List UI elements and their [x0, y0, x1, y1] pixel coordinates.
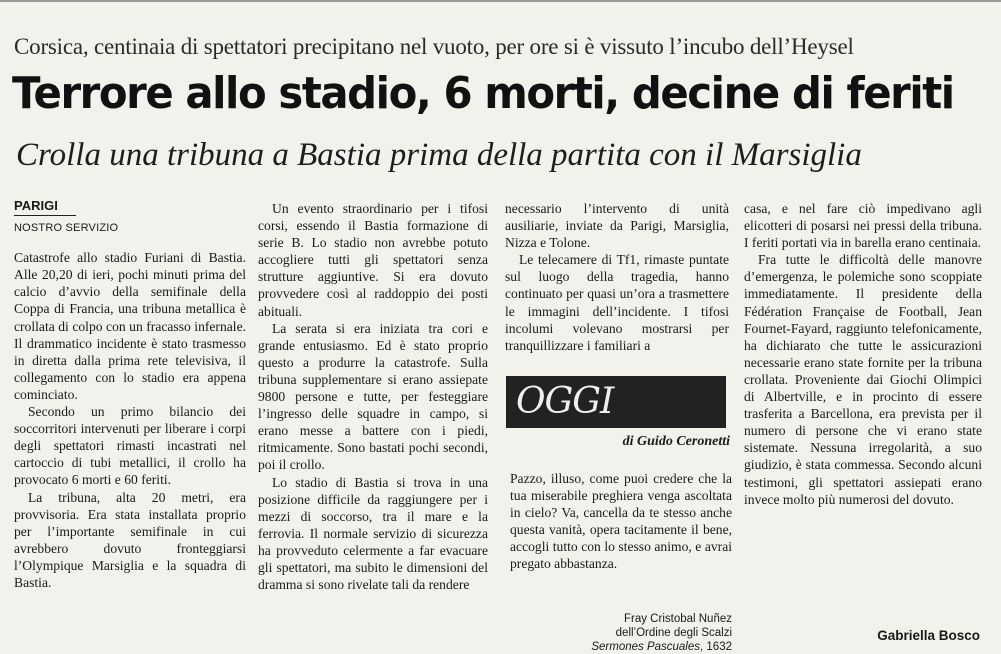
oggi-source-year: , 1632 — [700, 641, 732, 653]
oggi-sign-line: Fray Cristobal Nuñez — [623, 613, 732, 625]
paragraph: necessario l’intervento di unità ausiliarie, inviate da Parigi, Marsiglia, Nizza e Tolone. — [505, 201, 729, 251]
column-1 — [14, 195, 246, 591]
paragraph: Le telecamere di Tf1, rimaste puntate sul luogo della tragedia, hanno continuato per quasi un’ora a trasmettere le immagini dell’incidente. I tifosi incolumi volevano mostrarsi per tranquillizzare i familiari a — [505, 252, 729, 353]
paragraph: casa, e nel fare ciò impedivano agli elicotteri di posarsi nei pressi della tribuna. I feriti portati via in barella erano centinaia. — [744, 201, 982, 251]
paragraph: Lo stadio di Bastia si trova in una posizione difficile da raggiungere per i mezzi di soccorso, tra il mare e la ferrovia. Il normale servizio di sicurezza ha provveduto celermente a far evacuare gli spettatori, ma subito le dimensioni del dramma si sono rivelate tali da rendere — [258, 474, 488, 593]
paragraph: Catastrofe allo stadio Furiani di Bastia. Alle 20,20 di ieri, pochi minuti prima del calcio d’avvio della semifinale della Coppa di Francia, una tribuna metallica è crollata di colpo con un fracasso infernale. Il drammatico incidente è stato trasmesso in diretta dalla prima rete televisiva, il collegamento con lo stadio era appena cominciato. — [14, 250, 246, 402]
oggi-author: di Guido Ceronetti — [622, 434, 730, 449]
oggi-sign-line: dell’Ordine degli Scalzi — [615, 627, 732, 639]
dateline: PARIGI — [14, 197, 76, 216]
oggi-signature — [540, 612, 732, 654]
kicker: Corsica, centinaia di spettatori precipitano nel vuoto, per ore si è vissuto l’incubo dell’Heysel — [14, 34, 854, 59]
top-rule — [0, 0, 1001, 2]
oggi-text — [510, 470, 732, 572]
oggi-sign-line — [540, 640, 732, 654]
headline: Terrore allo stadio, 6 morti, decine di feriti — [12, 68, 954, 119]
service-label: NOSTRO SERVIZIO — [14, 222, 119, 235]
column-2 — [258, 200, 488, 593]
paragraph: Un evento straordinario per i tifosi corsi, essendo il Bastia formazione di serie B. Lo stadio non avrebbe potuto accogliere tutti gli spettatori senza strutture aggiuntive. Si era dovuto provvedere così al raddoppio dei posti abituali. — [258, 201, 488, 319]
paragraph: La serata si era iniziata tra cori e grande entusiasmo. Ed è stato proprio questo a produrre la catastrofe. Sulla tribuna supplementare si erano assiepate 9800 persone e tutte, per festeggiare l’ingresso delle squadre in campo, si erano messe a battere con i piedi, ritmicamente. Sono bastati pochi secondi, poi il crollo. — [258, 320, 488, 473]
column-4 — [744, 200, 982, 508]
byline-signature: Gabriella Bosco — [877, 628, 980, 643]
oggi-paragraph: Pazzo, illuso, come puoi credere che la tua miserabile preghiera venga ascoltata in cielo? Va, cancella da te stesso anche questa vanità, opera tacitamente il bene, accogli tutto con lo stesso animo, e avrai pregato abbastanza. — [510, 471, 732, 571]
oggi-source-title: Sermones Pascuales — [591, 641, 701, 653]
paragraph: La tribuna, alta 20 metri, era provvisoria. Era stata installata proprio per l’importante semifinale in cui avrebbero dovuto fronteggiarsi l’Olympique Marsiglia e la squadra di Bastia. — [14, 489, 246, 590]
subheadline: Crolla una tribuna a Bastia prima della partita con il Marsiglia — [16, 137, 862, 173]
oggi-box-title: OGGI — [506, 376, 726, 428]
column-3 — [505, 200, 729, 354]
paragraph: Secondo un primo bilancio dei soccorritori intervenuti per liberare i corpi degli spettatori rimasti incastrati nel cartoccio di tubi metallici, il crollo ha provocato 6 morti e 60 feriti. — [14, 404, 246, 488]
paragraph: Fra tutte le difficoltà delle manovre d’emergenza, le polemiche sono scoppiate immediatamente. Il presidente della Fédération Française de Football, Jean Fournet-Fayard, raggiunto telefonicamente, ha dichiarato che tutte le assicurazioni necessarie erano state fornite per la tribuna crollata. Proveniente dai Giochi Olimpici di Albertville, e in procinto di essere trasferita a Barcellona, era prevista per il numero di persone che vi erano state sistemate. Nessuna irregolarità, a suo giudizio, è stata commessa. Secondo alcuni testimoni, gli spettatori assiepati erano invece molto più numerosi del dovuto. — [744, 252, 982, 507]
